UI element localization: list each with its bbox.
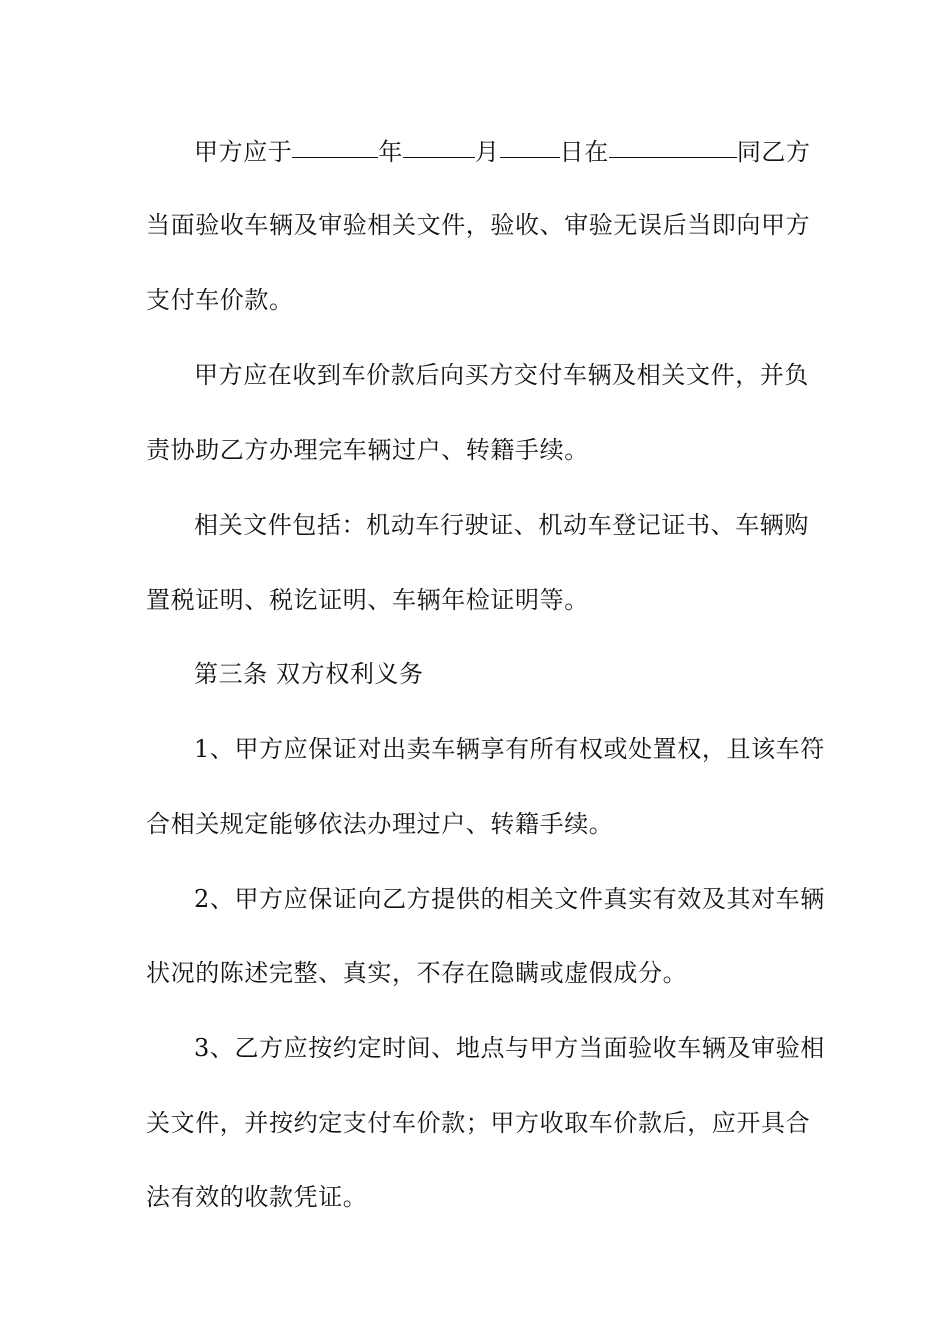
fill-in-blank-year[interactable] — [292, 131, 378, 158]
text-segment: 甲方应于 — [194, 138, 293, 166]
paragraph-line: 当面验收车辆及审验相关文件，验收、审验无误后当即向甲方 — [146, 211, 811, 239]
paragraph-line: 支付车价款。 — [146, 286, 294, 314]
text-segment: 年 — [378, 138, 404, 166]
section-heading: 第三条 双方权利义务 — [194, 660, 424, 688]
paragraph-line: 2、甲方应保证向乙方提供的相关文件真实有效及其对车辆 — [194, 885, 825, 913]
paragraph-line: 法有效的收款凭证。 — [146, 1183, 368, 1211]
fill-in-blank-day[interactable] — [500, 131, 560, 158]
fill-in-blank-place[interactable] — [609, 131, 737, 158]
paragraph-line — [194, 131, 874, 171]
paragraph-line: 置税证明、税讫证明、车辆年检证明等。 — [146, 586, 589, 614]
text-segment: 月 — [475, 138, 500, 166]
paragraph-line: 责协助乙方办理完车辆过户、转籍手续。 — [146, 436, 589, 464]
paragraph-line: 状况的陈述完整、真实，不存在隐瞒或虚假成分。 — [146, 959, 688, 987]
paragraph-line: 合相关规定能够依法办理过户、转籍手续。 — [146, 810, 614, 838]
text-segment: 日在 — [559, 138, 609, 166]
paragraph-line: 甲方应在收到车价款后向买方交付车辆及相关文件，并负 — [194, 361, 809, 389]
paragraph-line: 3、乙方应按约定时间、地点与甲方当面验收车辆及审验相 — [194, 1034, 825, 1062]
paragraph-line: 关文件，并按约定支付车价款；甲方收取车价款后，应开具合 — [146, 1109, 811, 1137]
paragraph-line: 相关文件包括：机动车行驶证、机动车登记证书、车辆购 — [194, 511, 809, 539]
fill-in-blank-month[interactable] — [403, 131, 475, 158]
text-segment: 同乙方 — [736, 138, 811, 166]
paragraph-line: 1、甲方应保证对出卖车辆享有所有权或处置权，且该车符 — [194, 735, 825, 763]
